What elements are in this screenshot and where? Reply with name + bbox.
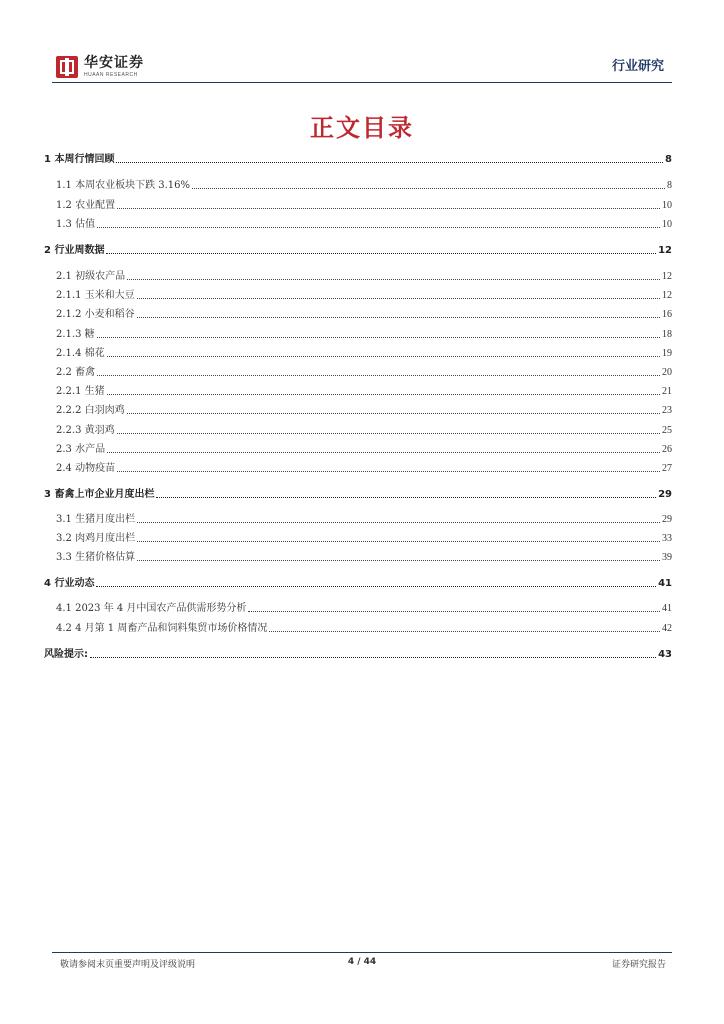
toc-entry[interactable] xyxy=(44,576,672,590)
toc-entry-label: 2.2.1 生猪 xyxy=(56,386,105,397)
logo-chinese-name: 华安证券 xyxy=(84,55,144,71)
toc-entry-page: 12 xyxy=(662,271,672,282)
toc-leader-dots xyxy=(107,451,660,453)
logo-text xyxy=(84,56,144,78)
toc-entry-label: 2.1.4 棉花 xyxy=(56,348,105,359)
toc-entry-label: 2.4 动物疫苗 xyxy=(56,463,116,474)
toc-entry-page: 19 xyxy=(662,348,672,359)
toc-entry[interactable] xyxy=(44,531,672,545)
toc-entry-page: 41 xyxy=(662,603,672,614)
toc-entry[interactable] xyxy=(44,217,672,231)
footer-divider xyxy=(52,952,672,953)
toc-entry-label: 4.2 4 月第 1 周畜产品和饲料集贸市场价格情况 xyxy=(56,623,268,634)
toc-entry-label: 2.2 畜禽 xyxy=(56,367,96,378)
toc-entry[interactable] xyxy=(44,346,672,360)
toc-leader-dots xyxy=(137,559,660,561)
toc-entry-page: 12 xyxy=(658,245,672,256)
company-logo xyxy=(56,56,144,78)
toc-entry-label: 4.1 2023 年 4 月中国农产品供需形势分析 xyxy=(56,603,247,614)
toc-leader-dots xyxy=(117,432,660,434)
toc-entry[interactable] xyxy=(44,550,672,564)
footer-report-type: 证券研究报告 xyxy=(611,960,666,970)
toc-entry-page: 8 xyxy=(665,154,672,165)
toc-leader-dots xyxy=(97,374,660,376)
toc-leader-dots xyxy=(269,630,660,632)
toc-entry-page: 42 xyxy=(662,623,672,634)
toc-entry[interactable] xyxy=(44,621,672,635)
toc-entry-label: 4 行业动态 xyxy=(44,578,95,589)
toc-leader-dots xyxy=(90,656,656,658)
toc-entry-label: 3.3 生猪价格估算 xyxy=(56,552,136,563)
toc-entry[interactable] xyxy=(44,288,672,302)
toc-entry-label: 2.1.3 糖 xyxy=(56,329,95,340)
toc-entry[interactable] xyxy=(44,307,672,321)
logo-seal-icon xyxy=(56,56,78,78)
toc-entry[interactable] xyxy=(44,601,672,615)
toc-entry[interactable] xyxy=(44,198,672,212)
page-number: 4 / 44 xyxy=(347,957,377,967)
toc-leader-dots xyxy=(127,412,660,414)
toc-entry-page: 20 xyxy=(662,367,672,378)
toc-leader-dots xyxy=(107,393,660,395)
toc-leader-dots xyxy=(97,226,660,228)
toc-entry-label: 1.1 本周农业板块下跌 3.16% xyxy=(56,180,191,191)
toc-leader-dots xyxy=(137,297,660,299)
toc-entry-page: 16 xyxy=(662,309,672,320)
toc-entry-label: 3.2 肉鸡月度出栏 xyxy=(56,533,136,544)
toc-entry-label: 1.2 农业配置 xyxy=(56,200,116,211)
toc-entry[interactable] xyxy=(44,512,672,526)
toc-entry[interactable] xyxy=(44,152,672,166)
toc-entry-label: 风险提示: xyxy=(44,649,88,660)
toc-entry[interactable] xyxy=(44,384,672,398)
toc-entry-page: 23 xyxy=(662,405,672,416)
toc-entry-page: 27 xyxy=(662,463,672,474)
toc-entry[interactable] xyxy=(44,647,672,661)
toc-entry-page: 41 xyxy=(658,578,672,589)
toc-entry[interactable] xyxy=(44,365,672,379)
toc-entry[interactable] xyxy=(44,178,672,192)
toc-leader-dots xyxy=(156,496,656,498)
toc-leader-dots xyxy=(106,252,656,254)
toc-entry-page: 18 xyxy=(662,329,672,340)
toc-entry-page: 33 xyxy=(662,533,672,544)
toc-leader-dots xyxy=(97,336,660,338)
toc-entry-page: 39 xyxy=(662,552,672,563)
toc-entry-page: 29 xyxy=(658,489,672,500)
toc-leader-dots xyxy=(107,355,660,357)
toc-entry-label: 1.3 估值 xyxy=(56,219,96,230)
toc-entry-label: 2.1 初级农产品 xyxy=(56,271,126,282)
toc-leader-dots xyxy=(96,585,656,587)
toc-entry[interactable] xyxy=(44,487,672,501)
toc-leader-dots xyxy=(116,161,663,163)
toc-entry[interactable] xyxy=(44,442,672,456)
toc-entry[interactable] xyxy=(44,461,672,475)
toc-entry[interactable] xyxy=(44,403,672,417)
toc-leader-dots xyxy=(117,207,660,209)
toc-entry-label: 2.2.2 白羽肉鸡 xyxy=(56,405,125,416)
footer-disclaimer: 敬请参阅末页重要声明及评级说明 xyxy=(60,960,196,970)
toc-entry-page: 25 xyxy=(662,425,672,436)
toc-leader-dots xyxy=(127,278,660,280)
toc-entry-page: 43 xyxy=(658,649,672,660)
logo-english-name: HUAAN RESEARCH xyxy=(84,72,138,78)
toc-entry-label: 2.1.2 小麦和稻谷 xyxy=(56,309,135,320)
toc-leader-dots xyxy=(137,540,660,542)
toc-entry-page: 12 xyxy=(662,290,672,301)
toc-leader-dots xyxy=(137,521,660,523)
header-divider xyxy=(52,82,672,83)
toc-leader-dots xyxy=(137,316,660,318)
toc-entry-page: 21 xyxy=(662,386,672,397)
toc-entry-label: 2.2.3 黄羽鸡 xyxy=(56,425,115,436)
toc-leader-dots xyxy=(248,610,660,612)
toc-entry-label: 1 本周行情回顾 xyxy=(44,154,115,165)
toc-leader-dots xyxy=(192,187,665,189)
toc-entry[interactable] xyxy=(44,327,672,341)
toc-leader-dots xyxy=(117,470,660,472)
toc-entry-page: 26 xyxy=(662,444,672,455)
toc-entry-page: 10 xyxy=(662,200,672,211)
toc-entry[interactable] xyxy=(44,243,672,257)
page-title: 正文目录 xyxy=(310,114,414,142)
toc-entry-page: 8 xyxy=(667,180,672,191)
toc-entry[interactable] xyxy=(44,423,672,437)
toc-entry-label: 3 畜禽上市企业月度出栏 xyxy=(44,489,155,500)
toc-entry-page: 10 xyxy=(662,219,672,230)
toc-entry-page: 29 xyxy=(662,514,672,525)
toc-entry-label: 2.1.1 玉米和大豆 xyxy=(56,290,135,301)
toc-entry-label: 2 行业周数据 xyxy=(44,245,105,256)
toc-entry-label: 3.1 生猪月度出栏 xyxy=(56,514,136,525)
toc-entry[interactable] xyxy=(44,269,672,283)
toc-entry-label: 2.3 水产品 xyxy=(56,444,106,455)
section-label: 行业研究 xyxy=(611,59,664,74)
